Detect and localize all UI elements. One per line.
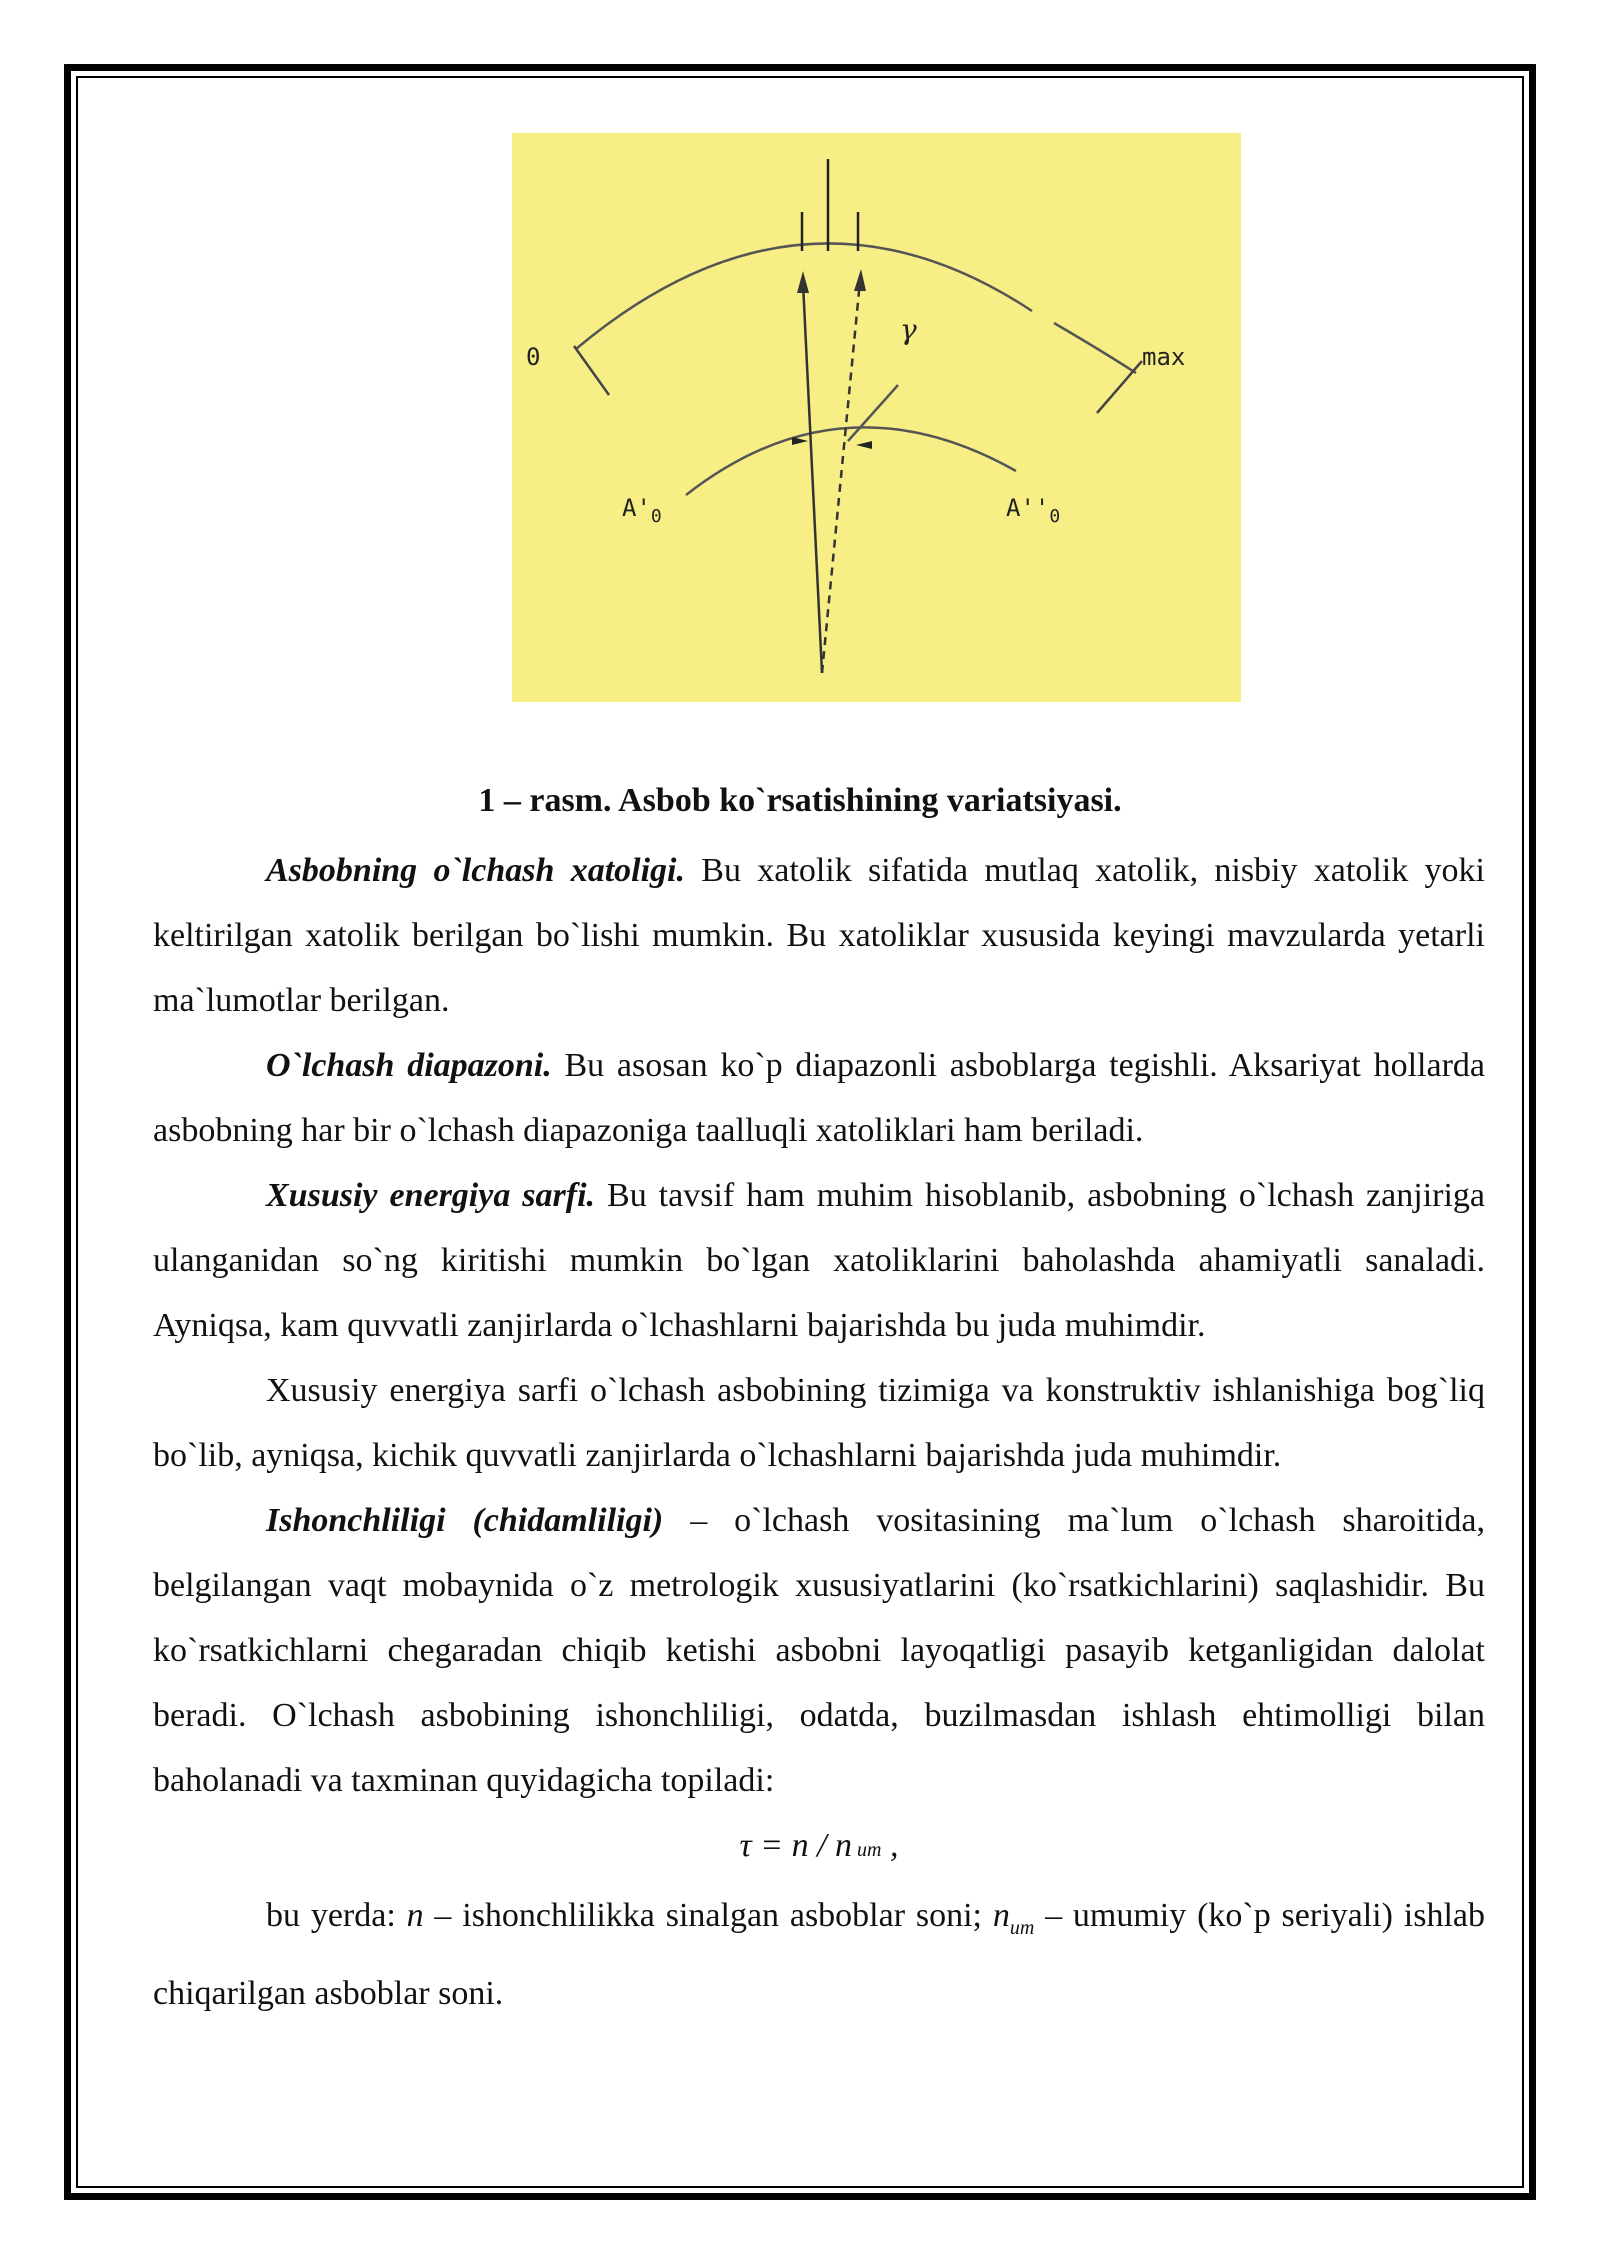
symbol-um-subscript: um <box>1009 1916 1035 1939</box>
term-measurement-error: Asbobning o`lchash xatoligi. <box>266 852 685 889</box>
paragraph-text: Bu tavsif ham muhim hisoblanib, asbobning o`lchash zanjiriga ulanganidan so`ng kiritishi mumkin bo`lgan xatoliklarini baholashda ahamiyatli sanaladi. Ayniqsa, kam quvvatli zanjirlarda o`lchashlarni bajarishda bu juda muhimdir. <box>153 1177 1485 1344</box>
figure-caption: 1 – rasm. Asbob ko`rsatishining variatsiyasi. <box>478 782 1122 819</box>
explanation-text: bu yerda: <box>266 1897 407 1934</box>
paragraph-text: – o`lchash vositasining ma`lum o`lchash sharoitida, belgilangan vaqt mobaynida o`z metrologik xususiyatlarini (ko`rsatkichlarini) saqlashidir. Bu ko`rsatkichlarni chegaradan chiqib ketishi asbobni layoqatligi pasayib ketganligidan dalolat beradi. O`lchash asbobining ishonchliligi, odatda, buzilmasdan ishlash ehtimolligi bilan baholanadi va taxminan quyidagicha topiladi: <box>153 1502 1486 1799</box>
body-text <box>153 838 1485 2026</box>
figure-scale-diagram <box>512 133 1241 702</box>
explanation-text: – umumiy (ko`p seriyali) ishlab chiqarilgan asboblar soni. <box>153 1897 1485 2012</box>
label-max: max <box>1142 343 1186 371</box>
term-measurement-range: O`lchash diapazoni. <box>266 1047 552 1084</box>
formula-end: , <box>881 1827 899 1864</box>
paragraph-measurement-range <box>153 1033 1485 1163</box>
paragraph-energy-detail: Xususiy energiya sarfi o`lchash asbobining tizimiga va konstruktiv ishlanishiga bog`liq bo`lib, ayniqsa, kichik quvvatli zanjirlarda o`lchashlarni bajarishda juda muhimdir. <box>153 1372 1485 1474</box>
formula-reliability <box>153 1813 1485 1883</box>
label-a-prime: $A'_0$ <box>622 494 662 527</box>
symbol-n: n <box>406 1897 424 1934</box>
label-gamma: γ <box>900 313 917 346</box>
scale-diagram-svg <box>512 133 1241 702</box>
paragraph-reliability <box>153 1488 1485 1813</box>
label-zero: 0 <box>526 343 541 371</box>
formula-main: τ = n / n <box>739 1827 853 1864</box>
paragraph-measurement-error <box>153 838 1485 1033</box>
explanation-text: – ishonchlilikka sinalgan asboblar soni; <box>423 1897 993 1934</box>
term-reliability: Ishonchliligi (chidamliligi) <box>266 1502 664 1539</box>
paragraph-energy-consumption <box>153 1163 1485 1358</box>
symbol-n-um: n <box>992 1897 1010 1934</box>
paragraph-text: Bu asosan ko`p diapazonli asboblarga tegishli. Aksariyat hollarda asbobning har bir o`lchash diapazoniga taalluqli xatoliklari ham beriladi. <box>153 1047 1485 1149</box>
paragraph-text: Bu xatolik sifatida mutlaq xatolik, nisbiy xatolik yoki keltirilgan xatolik berilgan bo`lishi mumkin. Bu xatoliklar xususida keyingi mavzularda yetarli ma`lumotlar berilgan. <box>153 852 1485 1019</box>
figure-background <box>512 133 1241 702</box>
label-a-double-prime: $A''_0$ <box>1006 494 1061 527</box>
formula-subscript: um <box>852 1839 882 1861</box>
paragraph-formula-explanation <box>153 1883 1485 2026</box>
term-energy-consumption: Xususiy energiya sarfi. <box>266 1177 596 1214</box>
